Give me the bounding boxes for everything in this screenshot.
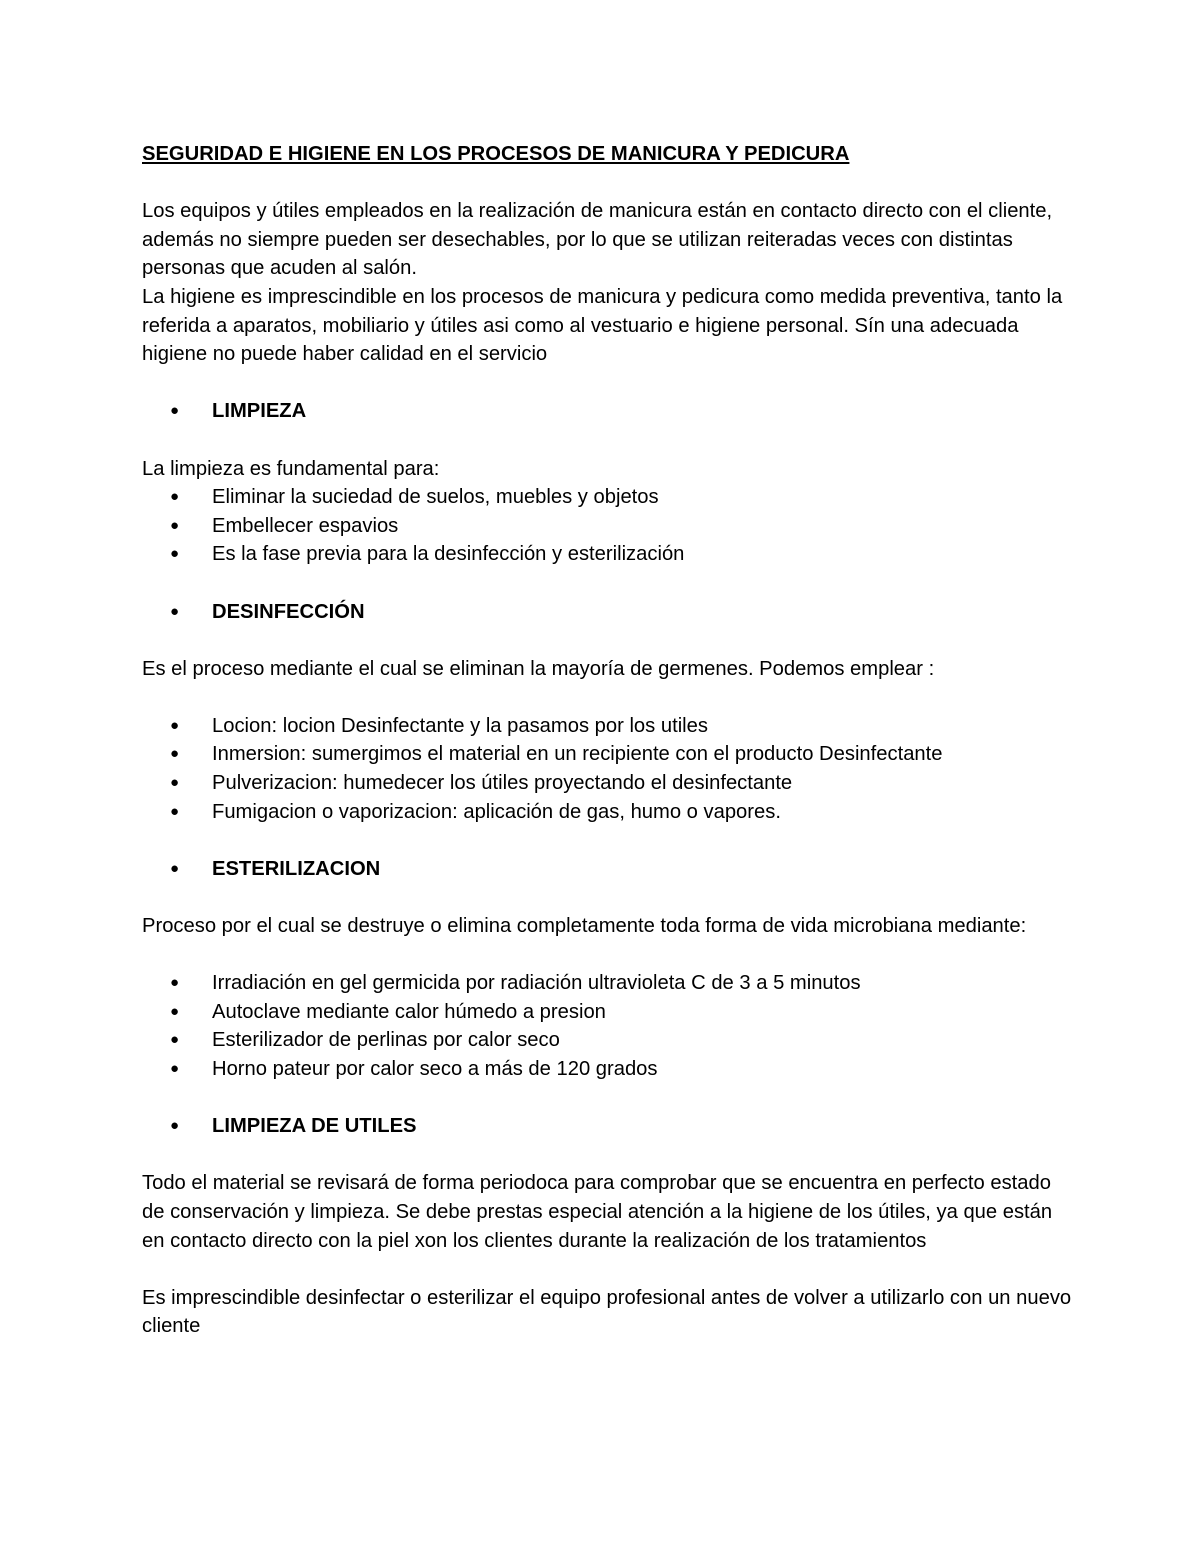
bullet-icon: ● xyxy=(170,402,180,420)
section-heading-label: LIMPIEZA DE UTILES xyxy=(212,1115,417,1138)
list-item-text: Inmersion: sumergimos el material en un recipiente con el producto Desinfectante xyxy=(212,743,943,766)
list-item-text: Locion: locion Desinfectante y la pasamos por los utiles xyxy=(212,714,708,737)
spacer xyxy=(142,826,1072,855)
document-body xyxy=(142,140,1072,1341)
section-paragraph: Es imprescindible desinfectar o esterilizar el equipo profesional antes de volver a utilizarlo con un nuevo cliente xyxy=(142,1286,1072,1338)
list-item-text: Autoclave mediante calor húmedo a presion xyxy=(212,1000,606,1023)
bullet-icon: ● xyxy=(170,974,180,992)
bullet-icon: ● xyxy=(170,516,180,534)
section-heading-label: DESINFECCIÓN xyxy=(212,600,365,623)
list-item xyxy=(142,769,1072,798)
section-intro: La limpieza es fundamental para: xyxy=(142,457,440,480)
list-item-text: Eliminar la suciedad de suelos, muebles y objetos xyxy=(212,486,659,509)
list-item-text: Embellecer espavios xyxy=(212,514,399,537)
spacer xyxy=(142,569,1072,598)
section-heading-list xyxy=(142,1112,1072,1141)
list-item xyxy=(142,1055,1072,1084)
section-paragraph: Todo el material se revisará de forma periodoca para comprobar que se encuentra en perfecto estado de conservación y limpieza. Se debe prestas especial atención a la higiene de los útiles, ya que están en contacto directo con la piel xon los clientes durante la realización de los tratamientos xyxy=(142,1172,1053,1252)
section-heading-list xyxy=(142,598,1072,627)
bullet-icon: ● xyxy=(170,859,180,877)
list-item xyxy=(142,998,1072,1027)
intro-paragraph: La higiene es imprescindible en los procesos de manicura y pedicura como medida preventiva, tanto la referida a aparatos, mobiliario y útiles asi como al vestuario e higiene personal. Sín una adecuada higiene no puede haber calidad en el servicio xyxy=(142,285,1063,366)
bullet-icon: ● xyxy=(170,1060,180,1077)
section-heading-label: ESTERILIZACION xyxy=(212,857,381,880)
list-item-text: Es la fase previa para la desinfección y esterilización xyxy=(212,543,685,566)
list-item-text: Fumigacion o vaporizacion: aplicación de gas, humo o vapores. xyxy=(212,800,781,823)
section-heading-esterilizacion xyxy=(142,855,1072,884)
spacer xyxy=(142,1084,1072,1113)
list-item xyxy=(142,740,1072,769)
spacer xyxy=(142,626,1072,655)
spacer xyxy=(142,426,1072,455)
spacer xyxy=(142,1141,1072,1170)
bullet-icon: ● xyxy=(170,774,180,792)
document-title: SEGURIDAD E HIGIENE EN LOS PROCESOS DE MANICURA Y PEDICURA xyxy=(142,143,850,165)
list-item-text: Irradiación en gel germicida por radiación ultravioleta C de 3 a 5 minutos xyxy=(212,972,861,995)
section-heading-limpieza-de-utiles xyxy=(142,1112,1072,1141)
list-item-text: Esterilizador de perlinas por calor seco xyxy=(212,1029,560,1052)
spacer xyxy=(142,369,1072,398)
bullet-icon: ● xyxy=(170,488,180,506)
list-item xyxy=(142,483,1072,512)
list-item xyxy=(142,540,1072,569)
list-item xyxy=(142,512,1072,541)
bullet-icon: ● xyxy=(170,1117,180,1135)
section-intro: Es el proceso mediante el cual se eliminan la mayoría de germenes. Podemos emplear : xyxy=(142,657,935,680)
bullet-icon: ● xyxy=(170,716,180,734)
section-heading-label: LIMPIEZA xyxy=(212,400,307,423)
bullet-list xyxy=(142,969,1072,1083)
spacer xyxy=(142,941,1072,970)
spacer xyxy=(142,1255,1072,1284)
section-heading-desinfeccion xyxy=(142,598,1072,627)
bullet-icon: ● xyxy=(170,745,180,763)
section-heading-limpieza xyxy=(142,397,1072,426)
list-item xyxy=(142,798,1072,827)
list-item-text: Pulverizacion: humedecer los útiles proyectando el desinfectante xyxy=(212,772,793,795)
bullet-list xyxy=(142,483,1072,569)
bullet-icon: ● xyxy=(170,1031,180,1049)
bullet-icon: ● xyxy=(170,545,180,563)
bullet-list xyxy=(142,712,1072,826)
list-item xyxy=(142,712,1072,741)
list-item xyxy=(142,1026,1072,1055)
bullet-icon: ● xyxy=(170,1002,180,1020)
intro-paragraph: Los equipos y útiles empleados en la realización de manicura están en contacto directo con el cliente, además no siempre pueden ser desechables, por lo que se utilizan reiteradas veces con distintas personas que acuden al salón. xyxy=(142,200,1053,280)
spacer xyxy=(142,683,1072,712)
list-item xyxy=(142,969,1072,998)
section-heading-list xyxy=(142,397,1072,426)
section-intro: Proceso por el cual se destruye o elimina completamente toda forma de vida microbiana mediante: xyxy=(142,915,1027,938)
spacer xyxy=(142,169,1072,198)
spacer xyxy=(142,883,1072,912)
list-item-text: Horno pateur por calor seco a más de 120 grados xyxy=(212,1058,658,1080)
section-heading-list xyxy=(142,855,1072,884)
bullet-icon: ● xyxy=(170,602,180,620)
bullet-icon: ● xyxy=(170,802,180,820)
